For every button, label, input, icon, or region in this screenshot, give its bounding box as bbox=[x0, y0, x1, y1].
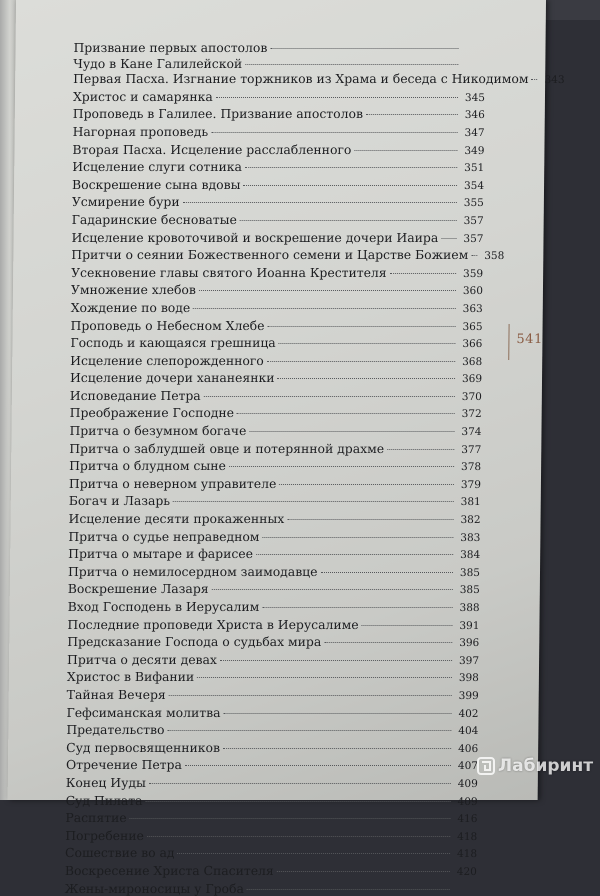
toc-entry-page: 416 bbox=[453, 812, 477, 828]
toc-entry-title: Притча о блудном сыне bbox=[69, 458, 226, 474]
toc-dot-leader bbox=[277, 871, 450, 872]
toc-entry-title: Исцеление слуги сотника bbox=[72, 159, 242, 175]
toc-entry-title: Притча о заблудшей овце и потерянной драхме bbox=[69, 441, 384, 457]
toc-dot-leader bbox=[268, 326, 456, 327]
toc-entry bbox=[69, 493, 481, 511]
toc-dot-leader bbox=[270, 48, 458, 49]
toc-dot-leader bbox=[366, 114, 458, 115]
toc-entry bbox=[72, 194, 484, 212]
toc-dot-leader bbox=[183, 202, 457, 203]
toc-entry bbox=[66, 740, 478, 758]
toc-entry-page: 379 bbox=[457, 478, 481, 494]
toc-entry-title: Умножение хлебов bbox=[71, 282, 196, 298]
toc-entry-title: Предсказание Господа о судьбах мира bbox=[67, 634, 321, 650]
toc-entry-title: Вход Господень в Иерусалим bbox=[68, 599, 260, 615]
toc-dot-leader bbox=[193, 308, 456, 309]
toc-entry-title: Предательство bbox=[66, 722, 164, 738]
toc-dot-leader bbox=[211, 132, 457, 133]
toc-entry bbox=[71, 300, 483, 318]
toc-entry-title: Конец Иуды bbox=[66, 775, 146, 791]
toc-entry bbox=[73, 40, 485, 56]
toc-entry bbox=[68, 599, 480, 617]
toc-entry-title: Притча о безумном богаче bbox=[69, 423, 246, 439]
toc-dot-leader bbox=[249, 431, 454, 432]
toc-entry-page: 388 bbox=[456, 601, 480, 617]
toc-entry-title: Последние проповеди Христа в Иерусалиме bbox=[67, 617, 358, 633]
toc-entry bbox=[70, 353, 482, 371]
toc-entry-page: 402 bbox=[454, 707, 478, 723]
toc-entry bbox=[72, 177, 484, 195]
background-edge bbox=[540, 0, 600, 20]
toc-entry-page: 366 bbox=[458, 337, 482, 353]
toc-entry bbox=[68, 581, 480, 599]
toc-dot-leader bbox=[324, 642, 452, 643]
toc-dot-leader bbox=[229, 466, 454, 467]
toc-entry-title: Проповедь о Небесном Хлебе bbox=[71, 318, 265, 334]
toc-entry-title: Богач и Лазарь bbox=[69, 493, 170, 509]
toc-entry-page: 398 bbox=[455, 671, 479, 687]
toc-entry bbox=[69, 441, 481, 459]
toc-entry-title: Вторая Пасха. Исцеление расслабленного bbox=[72, 142, 351, 158]
folio-divider bbox=[508, 324, 509, 360]
toc-entry-page: 357 bbox=[460, 214, 484, 230]
toc-entry bbox=[65, 828, 477, 846]
toc-dot-leader bbox=[240, 220, 457, 221]
toc-dot-leader bbox=[267, 361, 455, 362]
toc-entry-page: 384 bbox=[456, 548, 480, 564]
toc-entry-title: Распятие bbox=[65, 810, 126, 826]
toc-entry-title: Воскрешение сына вдовы bbox=[72, 177, 241, 193]
toc-entry bbox=[67, 634, 479, 652]
toc-entry-title: Исцеление десяти прокаженных bbox=[68, 511, 284, 527]
toc-entry-page: 351 bbox=[460, 161, 484, 177]
toc-entry-title: Тайная Вечеря bbox=[67, 687, 166, 703]
toc-entry bbox=[66, 793, 478, 811]
toc-entry-page: 343 bbox=[540, 73, 564, 89]
table-of-contents bbox=[65, 40, 486, 896]
toc-entry-page: 404 bbox=[454, 724, 478, 740]
toc-entry-page: 358 bbox=[480, 249, 504, 265]
toc-entry-page: 382 bbox=[456, 513, 480, 529]
toc-dot-leader bbox=[220, 660, 452, 661]
toc-entry-page: 399 bbox=[455, 689, 479, 705]
toc-entry-page: 345 bbox=[461, 91, 485, 107]
toc-dot-leader bbox=[130, 818, 451, 819]
toc-dot-leader bbox=[197, 677, 452, 678]
toc-entry-title: Усмирение бури bbox=[72, 194, 180, 210]
toc-entry bbox=[67, 669, 479, 687]
toc-entry-page: 374 bbox=[457, 425, 481, 441]
toc-dot-leader bbox=[287, 519, 453, 520]
toc-dot-leader bbox=[169, 695, 452, 696]
toc-dot-leader bbox=[212, 589, 453, 590]
toc-entry bbox=[66, 705, 478, 723]
toc-entry bbox=[72, 159, 484, 177]
toc-dot-leader bbox=[216, 97, 458, 98]
toc-entry-title: Сошествие во ад bbox=[65, 845, 175, 861]
toc-entry-title: Притча о судье неправедном bbox=[68, 529, 259, 545]
toc-entry-page: 368 bbox=[458, 355, 482, 371]
toc-entry-page: 409 bbox=[454, 777, 478, 793]
toc-entry-page: 354 bbox=[460, 179, 484, 195]
toc-entry bbox=[71, 282, 483, 300]
toc-entry-page: 346 bbox=[461, 108, 485, 124]
toc-entry-title: Преображение Господне bbox=[70, 405, 235, 421]
toc-entry-page: 381 bbox=[457, 495, 481, 511]
watermark bbox=[476, 756, 593, 776]
toc-entry-page: 391 bbox=[455, 619, 479, 635]
toc-entry bbox=[73, 124, 485, 142]
toc-entry-title: Исцеление слепорожденного bbox=[70, 353, 264, 369]
toc-entry bbox=[67, 687, 479, 705]
toc-entry bbox=[68, 529, 480, 547]
toc-dot-leader bbox=[237, 413, 455, 414]
toc-entry bbox=[70, 388, 482, 406]
toc-dot-leader bbox=[279, 343, 456, 344]
toc-dot-leader bbox=[147, 836, 450, 837]
toc-dot-leader bbox=[362, 625, 453, 626]
toc-entry-page: 359 bbox=[459, 267, 483, 283]
toc-entry bbox=[73, 56, 485, 72]
toc-entry-page: 409 bbox=[454, 795, 478, 811]
toc-dot-leader bbox=[185, 765, 451, 766]
toc-entry-title: Господь и кающаяся грешница bbox=[70, 335, 275, 351]
toc-entry-title: Погребение bbox=[65, 828, 144, 844]
toc-entry-page: 370 bbox=[458, 390, 482, 406]
toc-entry-title: Усекновение главы святого Иоанна Крестителя bbox=[71, 265, 387, 281]
toc-entry bbox=[65, 881, 477, 896]
toc-entry-page: 360 bbox=[459, 284, 483, 300]
toc-dot-leader bbox=[204, 396, 455, 397]
toc-entry-title: Притча о десяти девах bbox=[67, 652, 217, 668]
toc-dot-leader bbox=[278, 378, 456, 379]
toc-entry-page: 385 bbox=[456, 566, 480, 582]
toc-entry-title: Исцеление дочери хананеянки bbox=[70, 370, 275, 386]
toc-entry-page: 420 bbox=[453, 865, 477, 881]
toc-entry bbox=[73, 89, 485, 107]
toc-entry-title: Чудо в Кане Галилейской bbox=[73, 56, 242, 72]
toc-dot-leader bbox=[262, 607, 452, 608]
toc-entry-title: Воскресение Христа Спасителя bbox=[65, 863, 274, 879]
toc-dot-leader bbox=[223, 748, 451, 749]
toc-entry-title: Суд первосвященников bbox=[66, 740, 220, 756]
toc-entry-title: Христос и самарянка bbox=[73, 89, 213, 105]
toc-dot-leader bbox=[279, 484, 454, 485]
toc-entry bbox=[68, 546, 480, 564]
toc-entry bbox=[66, 775, 478, 793]
toc-entry-title: Притча о немилосердном заимодавце bbox=[68, 564, 318, 580]
toc-dot-leader bbox=[178, 853, 451, 854]
toc-entry bbox=[73, 106, 485, 124]
toc-entry bbox=[66, 722, 478, 740]
toc-entry bbox=[72, 142, 484, 160]
toc-entry bbox=[70, 335, 482, 353]
toc-entry bbox=[66, 757, 478, 775]
toc-entry-page: 372 bbox=[458, 407, 482, 423]
toc-entry bbox=[65, 810, 477, 828]
toc-dot-leader bbox=[245, 64, 458, 65]
toc-dot-leader bbox=[471, 255, 477, 256]
toc-entry bbox=[67, 617, 479, 635]
toc-entry bbox=[70, 370, 482, 388]
toc-entry bbox=[69, 423, 481, 441]
toc-entry-title: Жены-мироносицы у Гроба bbox=[65, 881, 244, 896]
toc-entry-page: 406 bbox=[454, 742, 478, 758]
toc-dot-leader bbox=[262, 537, 453, 538]
toc-entry-title: Нагорная проповедь bbox=[73, 124, 209, 140]
toc-dot-leader bbox=[244, 185, 458, 186]
toc-entry bbox=[67, 652, 479, 670]
toc-entry-page: 377 bbox=[457, 443, 481, 459]
toc-dot-leader bbox=[441, 238, 456, 239]
toc-entry-title: Притча о мытаре и фарисее bbox=[68, 546, 253, 562]
toc-entry-page: 418 bbox=[453, 847, 477, 863]
toc-entry-title: Притчи о сеянии Божественного семени и Царстве Божием bbox=[71, 247, 468, 263]
toc-entry-page: 369 bbox=[458, 372, 482, 388]
toc-entry-page: 378 bbox=[457, 460, 481, 476]
toc-entry bbox=[72, 212, 484, 230]
toc-dot-leader bbox=[199, 290, 456, 291]
toc-entry-page: 396 bbox=[455, 636, 479, 652]
toc-entry-title: Гадаринские бесноватые bbox=[72, 212, 237, 228]
toc-entry-title: Хождение по воде bbox=[71, 300, 191, 316]
toc-dot-leader bbox=[149, 783, 451, 784]
toc-entry bbox=[71, 247, 483, 265]
toc-entry-page: 355 bbox=[460, 196, 484, 212]
toc-dot-leader bbox=[245, 167, 457, 168]
toc-entry-page: 365 bbox=[458, 320, 482, 336]
toc-entry-title: Притча о неверном управителе bbox=[69, 476, 277, 492]
toc-entry-page: 385 bbox=[456, 583, 480, 599]
toc-entry bbox=[73, 71, 485, 89]
toc-entry-title: Суд Пилата bbox=[66, 793, 143, 809]
toc-entry bbox=[68, 511, 480, 529]
book-page bbox=[8, 0, 546, 800]
toc-entry-title: Исцеление кровоточивой и воскрешение дочери Иаира bbox=[71, 230, 438, 246]
toc-entry-title: Воскрешение Лазаря bbox=[68, 581, 209, 597]
toc-entry-page: 357 bbox=[459, 232, 483, 248]
toc-entry-title: Отречение Петра bbox=[66, 757, 182, 773]
toc-dot-leader bbox=[224, 713, 452, 714]
toc-dot-leader bbox=[167, 730, 451, 731]
toc-entry-page: 418 bbox=[453, 830, 477, 846]
toc-dot-leader bbox=[354, 150, 457, 151]
toc-dot-leader bbox=[321, 572, 453, 573]
toc-entry-page: 349 bbox=[460, 144, 484, 160]
toc-dot-leader bbox=[532, 79, 538, 80]
toc-entry-title: Исповедание Петра bbox=[70, 388, 201, 404]
toc-entry-title: Первая Пасха. Изгнание торжников из Храма и беседа с Никодимом bbox=[73, 71, 529, 87]
toc-entry bbox=[70, 405, 482, 423]
toc-entry bbox=[65, 863, 477, 881]
toc-dot-leader bbox=[247, 889, 450, 890]
page-number: 541 bbox=[516, 332, 542, 347]
toc-entry-title: Христос в Вифании bbox=[67, 669, 194, 685]
toc-entry bbox=[71, 265, 483, 283]
toc-entry-page: 397 bbox=[455, 654, 479, 670]
toc-entry-page: 407 bbox=[454, 759, 478, 775]
toc-entry bbox=[70, 318, 482, 336]
toc-entry bbox=[65, 845, 477, 863]
labirint-logo-icon bbox=[476, 756, 496, 776]
toc-entry-page: 347 bbox=[461, 126, 485, 142]
toc-dot-leader bbox=[390, 273, 456, 274]
toc-dot-leader bbox=[173, 501, 454, 502]
toc-dot-leader bbox=[146, 801, 451, 802]
toc-dot-leader bbox=[256, 554, 453, 555]
toc-entry-title: Гефсиманская молитва bbox=[66, 705, 220, 721]
toc-entry bbox=[71, 230, 483, 248]
watermark-text: Лабиринт bbox=[498, 756, 593, 776]
toc-entry bbox=[68, 564, 480, 582]
toc-entry bbox=[69, 476, 481, 494]
toc-entry bbox=[69, 458, 481, 476]
toc-entry-page: 363 bbox=[459, 302, 483, 318]
toc-entry-title: Проповедь в Галилее. Призвание апостолов bbox=[73, 106, 363, 122]
toc-entry-page: 383 bbox=[456, 531, 480, 547]
toc-dot-leader bbox=[387, 449, 454, 450]
toc-entry-title: Призвание первых апостолов bbox=[73, 40, 267, 56]
